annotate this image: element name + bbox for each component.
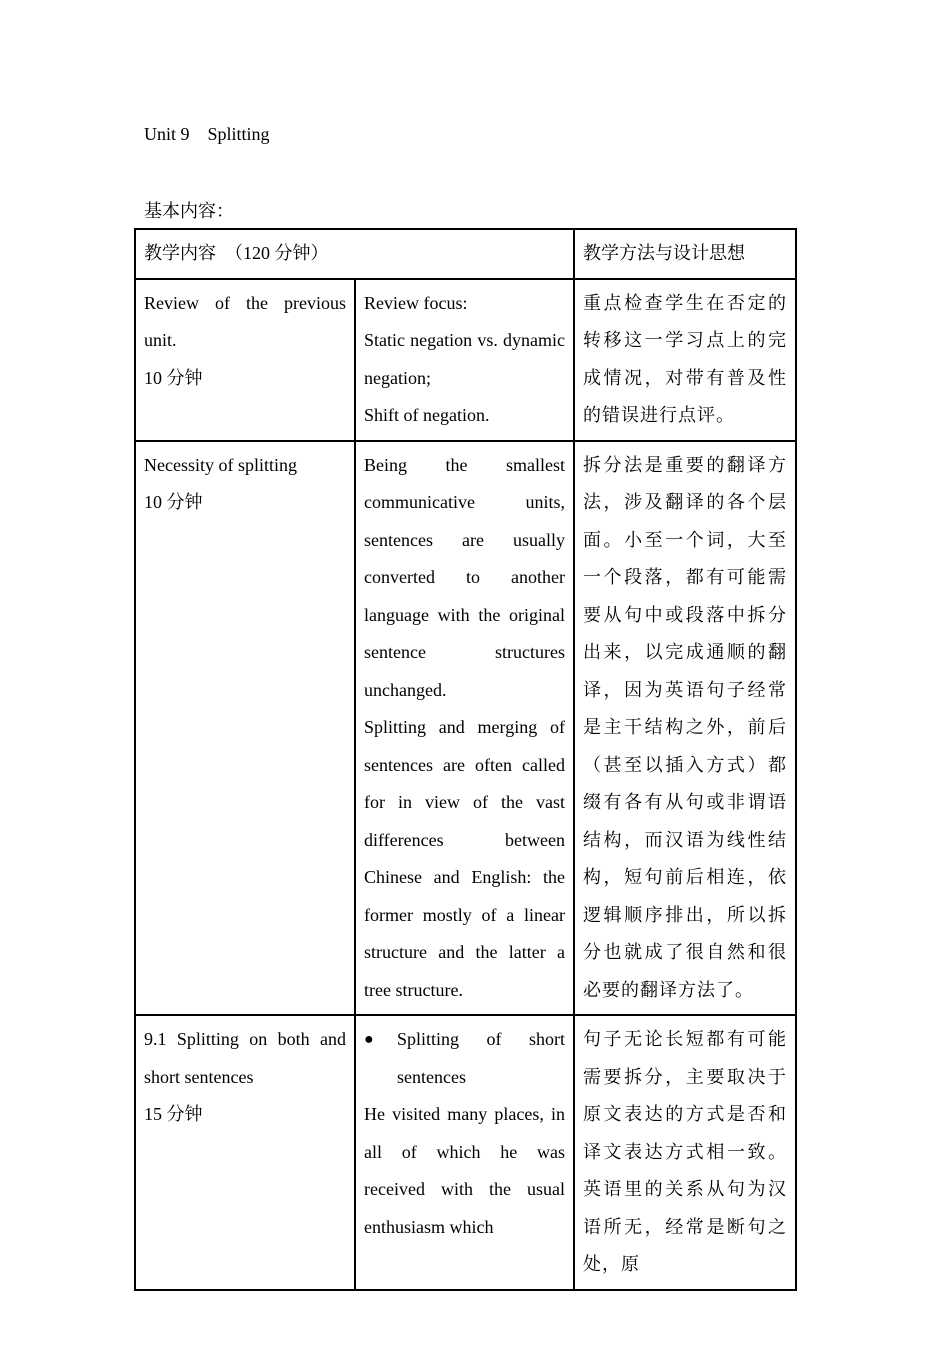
syllabus-table xyxy=(134,228,797,1291)
bullet-text: Splitting of short sentences xyxy=(397,1029,565,1087)
row-time: 15 分钟 xyxy=(144,1104,203,1124)
row-method: 重点检查学生在否定的转移这一学习点上的完成情况，对带有普及性的错误进行点评。 xyxy=(574,279,796,441)
table-row xyxy=(135,279,796,441)
table-header-row xyxy=(135,229,796,279)
unit-number: Unit 9 xyxy=(144,124,190,144)
table-row xyxy=(135,1015,796,1290)
section-subtitle: 基本内容： xyxy=(144,201,234,221)
row-time: 10 分钟 xyxy=(144,492,203,512)
row-topic-cell xyxy=(135,1015,355,1290)
header-content: 教学内容 （120 分钟） xyxy=(135,229,574,279)
detail-line: Shift of negation. xyxy=(364,405,490,425)
bullet-icon: ● xyxy=(364,1031,374,1048)
row-topic-cell xyxy=(135,441,355,1016)
row-topic: 9.1 Splitting on both and short sentences xyxy=(144,1029,346,1087)
row-topic: Necessity of splitting xyxy=(144,454,297,475)
table-row xyxy=(135,441,796,1016)
detail-paragraph: Being the smallest communicative units, sentences are usually converted to another language with the original sentence structures unchanged. xyxy=(364,454,565,700)
row-details-cell xyxy=(355,441,574,1016)
detail-paragraph: Splitting and merging of sentences are often called for in view of the vast differences between Chinese and English: the former mostly of a linear structure and the latter a tree structure. xyxy=(364,717,565,1000)
row-method: 句子无论长短都有可能需要拆分，主要取决于原文表达的方式是否和译文表达方式相一致。英语里的关系从句为汉语所无，经常是断句之处，原 xyxy=(574,1015,796,1290)
row-details-cell xyxy=(355,1015,574,1290)
detail-line: Static negation vs. dynamic negation; xyxy=(364,330,565,388)
example-sentence: He visited many places, in all of which he was received with the usual enthusiasm which xyxy=(364,1104,565,1237)
row-method: 拆分法是重要的翻译方法，涉及翻译的各个层面。小至一个词，大至一个段落，都有可能需要从句中或段落中拆分出来，以完成通顺的翻译，因为英语句子经常是主干结构之外，前后（甚至以插入方式）都缀有各有从句或非谓语结构，而汉语为线性结构，短句前后相连，依逻辑顺序排出，所以拆分也就成了很自然和很必要的翻译方法了。 xyxy=(574,441,796,1016)
bullet-item xyxy=(364,1021,565,1096)
unit-heading xyxy=(144,124,270,145)
row-details-cell xyxy=(355,279,574,441)
row-time: 10 分钟 xyxy=(144,367,203,388)
row-topic-cell xyxy=(135,279,355,441)
row-topic: Review of the previous unit. xyxy=(144,292,346,350)
unit-topic: Splitting xyxy=(207,124,270,144)
header-method: 教学方法与设计思想 xyxy=(574,229,796,279)
detail-line: Review focus: xyxy=(364,292,468,313)
